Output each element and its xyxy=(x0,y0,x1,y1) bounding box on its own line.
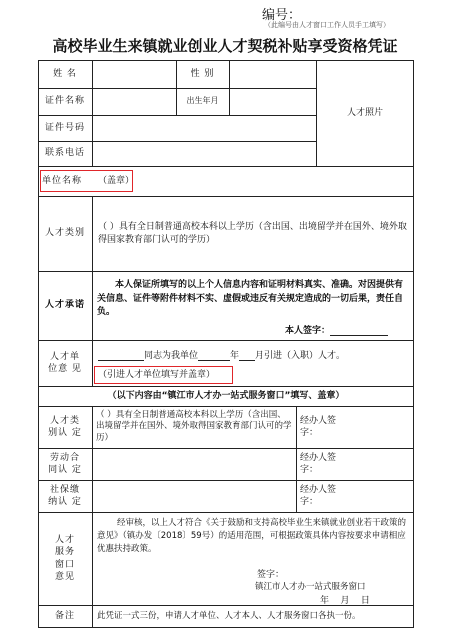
service-window-text: 经审核，以上人才符合《关于鼓励和支持高校毕业生来镇就业创业若干政策的意见》（镇办发〔2018〕59号）的适用范围，可根据政策具体内容按要求申请相应优惠扶持政策。 xyxy=(97,518,407,554)
birth-label: 出生年月 xyxy=(186,96,219,106)
social-security-label: 社保缴纳认 定 xyxy=(48,484,82,507)
remarks-label: 备注 xyxy=(54,611,75,622)
serial-label: 编号： xyxy=(262,8,302,23)
name-label: 姓 名 xyxy=(53,68,77,79)
employer-highlight-box xyxy=(40,170,133,192)
promise-label: 人才承诺 xyxy=(44,300,85,311)
social-security-input[interactable] xyxy=(96,480,294,512)
employer-input[interactable] xyxy=(140,166,414,196)
opinion-part3: 月引进（入职）人才。 xyxy=(255,351,346,361)
talent-type-label: 人才类别 xyxy=(44,228,85,239)
opinion-part1: 同志为我单位 xyxy=(144,351,199,361)
gender-input[interactable] xyxy=(229,60,316,88)
window-talent-type-option[interactable]: （ ）具有全日制普通高校本科以上学历（含出国、出境留学并在国外、境外取得国家教育部门认可的学历） xyxy=(96,409,292,443)
talent-type-option[interactable]: （ ）具有全日制普通高校本科以上学历（含出国、出境留学并在国外、境外取得国家教育部门认可的学历） xyxy=(98,222,407,245)
serial-note: （此编号由人才窗口工作人员手工填写） xyxy=(264,21,390,29)
window-section-banner: （以下内容由“镇江市人才办一站式服务窗口”填写、盖章） xyxy=(107,390,345,401)
employer-opinion-highlight-box xyxy=(94,366,233,384)
opinion-part2: 年 xyxy=(230,351,240,361)
gender-label: 性 别 xyxy=(190,68,215,79)
page-title: 高校毕业生来镇就业创业人才契税补贴享受资格凭证 xyxy=(52,37,398,55)
id-number-label: 证件号码 xyxy=(44,122,85,133)
employer-label: 单位名称 xyxy=(42,175,83,186)
labor-contract-input[interactable] xyxy=(96,448,294,480)
remarks-text: 此凭证一式三份，申请人才单位、人才本人、人才服务窗口各执一份。 xyxy=(97,610,361,621)
employer-opinion-label: 人才单位意 见 xyxy=(48,351,82,374)
service-window-sign[interactable]: 签字： xyxy=(257,570,285,580)
labor-contract-label: 劳动合同认 定 xyxy=(48,452,82,475)
social-security-sign[interactable]: 经办人签 字： xyxy=(300,484,337,507)
person-signature-label: 本人签字： xyxy=(285,326,331,336)
employer-opinion-note: （引进人才单位填写并盖章） xyxy=(98,369,216,380)
employer-stamp-note: （盖章） xyxy=(98,175,135,186)
phone-label: 联系电话 xyxy=(44,148,85,159)
person-signature[interactable] xyxy=(285,323,388,336)
id-number-input[interactable] xyxy=(92,115,316,141)
photo-slot[interactable]: 人才照片 xyxy=(346,107,383,118)
id-type-input[interactable] xyxy=(92,88,176,115)
id-type-label: 证件名称 xyxy=(44,96,85,107)
service-window-label: 人才服务窗口意见 xyxy=(55,535,76,582)
service-window-org: 镇江市人才办一站式服务窗口 xyxy=(255,582,366,592)
window-talent-type-sign[interactable]: 经办人签 字： xyxy=(300,415,337,438)
promise-text: 本人保证所填写的以上个人信息内容和证明材料真实、准确。对因提供有关信息、证件等附件材料不实、虚假或违反有关规定造成的一切后果，责任自负。 xyxy=(97,280,404,317)
phone-input[interactable] xyxy=(92,141,316,166)
window-talent-type-label: 人才类别认 定 xyxy=(48,415,82,438)
birth-input[interactable] xyxy=(229,88,316,115)
employer-opinion-statement[interactable] xyxy=(98,348,345,361)
service-window-date: 年 月 日 xyxy=(320,596,370,606)
name-input[interactable] xyxy=(92,60,176,88)
labor-contract-sign[interactable]: 经办人签 字： xyxy=(300,452,337,475)
